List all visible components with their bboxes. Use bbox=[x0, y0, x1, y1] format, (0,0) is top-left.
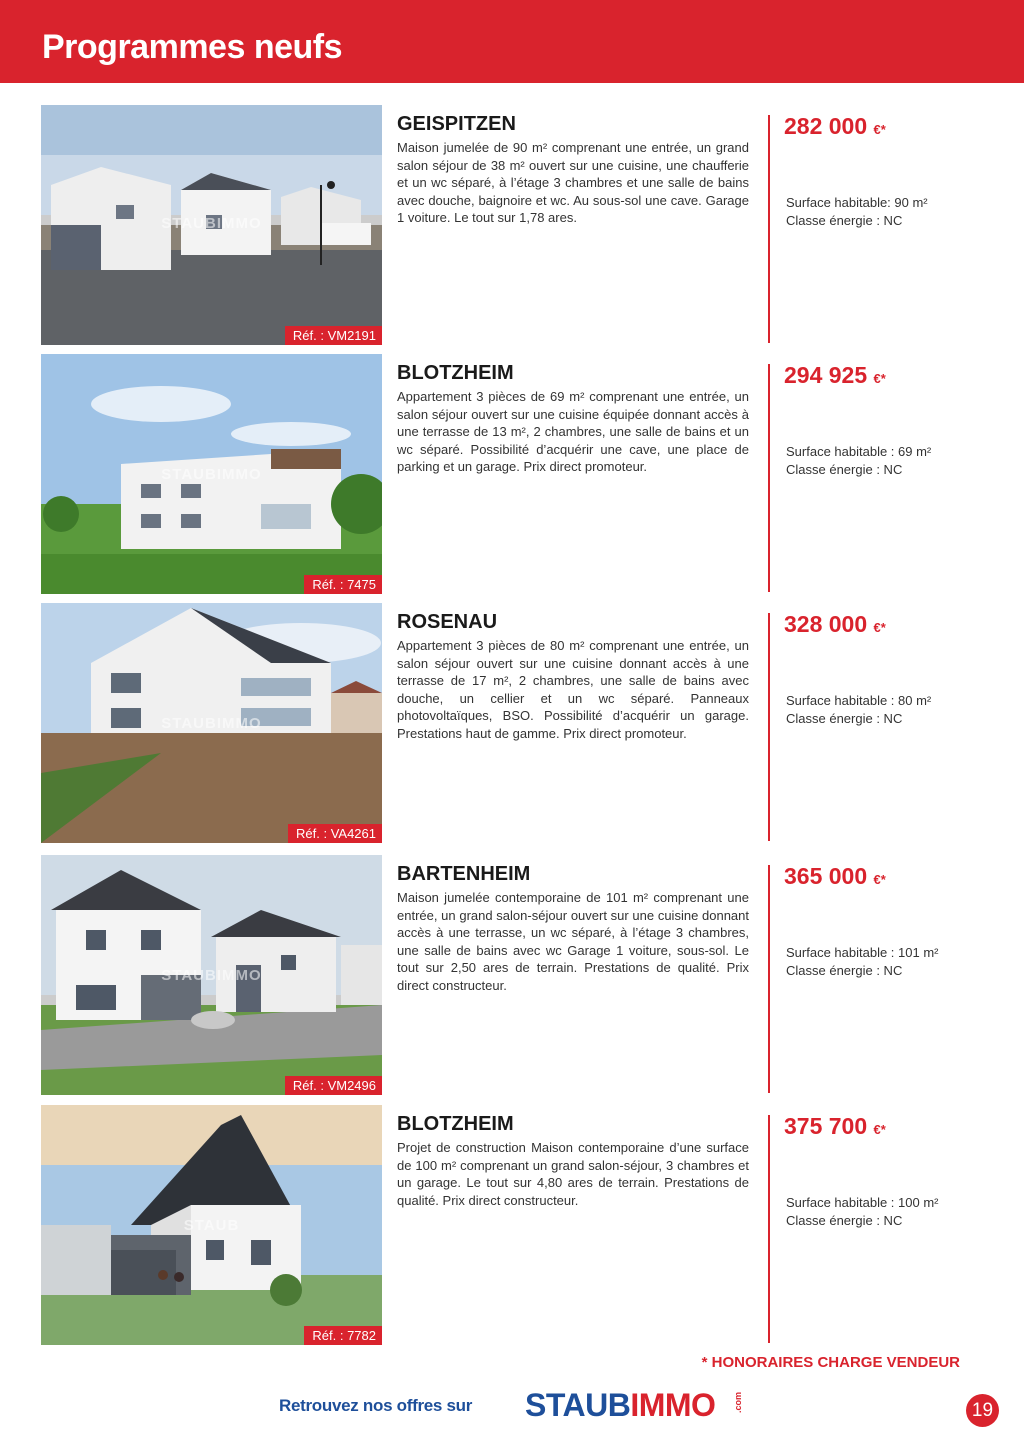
listing-photo[interactable] bbox=[41, 105, 382, 345]
listing-photo[interactable] bbox=[41, 855, 382, 1095]
listing-energy-class: Classe énergie : NC bbox=[786, 963, 903, 978]
listing-price bbox=[784, 1113, 886, 1140]
listing-city: BARTENHEIM bbox=[397, 863, 531, 885]
page-title: Programmes neufs bbox=[42, 28, 342, 66]
fee-disclaimer: * HONORAIRES CHARGE VENDEUR bbox=[701, 1354, 960, 1371]
listing-energy-class: Classe énergie : NC bbox=[786, 213, 903, 228]
price-currency: €* bbox=[873, 620, 886, 635]
photo-watermark: STAUBIMMO bbox=[161, 967, 262, 984]
listing-description: Maison jumelée de 90 m² comprenant une entrée, un grand salon séjour de 38 m² ouvert sur une cuisine, une chaufferie et un wc séparé, à l’étage 3 chambres et une salle de bains avec douche, baignoire et wc. Au sous-sol une cave. Garage 1 voiture. Le tout sur 1,78 ares. bbox=[397, 140, 749, 226]
listing-blotzheim-1[interactable] bbox=[0, 354, 1024, 594]
listing-price bbox=[784, 113, 886, 140]
divider bbox=[768, 865, 770, 1093]
reference-badge: Réf. : 7475 bbox=[304, 575, 382, 594]
listing-energy-class: Classe énergie : NC bbox=[786, 1213, 903, 1228]
photo-watermark: STAUBIMMO bbox=[161, 466, 262, 483]
listing-price bbox=[784, 611, 886, 638]
photo-watermark: STAUB bbox=[183, 1217, 240, 1234]
listing-description: Appartement 3 pièces de 80 m² comprenant une entrée, un salon séjour ouvert sur une cuisine donnant accès à une terrasse de 17 m², 2 chambres, une salle de bains avec douche, un cellier et un wc séparé. Panneaux photovoltaïques, BSO. Possibilité d’acquérir un garage. Prestations haut de gamme. Prix direct promoteur. bbox=[397, 638, 749, 741]
listing-energy-class: Classe énergie : NC bbox=[786, 711, 903, 726]
price-currency: €* bbox=[873, 371, 886, 386]
page-header bbox=[0, 0, 1024, 83]
logo-part-immo: IMMO bbox=[630, 1387, 716, 1423]
reference-badge: Réf. : VM2496 bbox=[285, 1076, 382, 1095]
listing-city: GEISPITZEN bbox=[397, 113, 516, 135]
listing-surface: Surface habitable : 101 m² bbox=[786, 945, 939, 960]
price-value: 328 000 bbox=[784, 611, 868, 637]
page-number: 19 bbox=[966, 1394, 999, 1427]
listing-surface: Surface habitable: 90 m² bbox=[786, 195, 928, 210]
price-value: 282 000 bbox=[784, 113, 868, 139]
listing-city: BLOTZHEIM bbox=[397, 1113, 514, 1135]
listing-bartenheim[interactable] bbox=[0, 855, 1024, 1095]
listing-description: Projet de construction Maison contemporaine d’une surface de 100 m² comprenant un grand salon-séjour, 3 chambres et un garage. Le tout sur 4,80 ares de terrain. Prestations de qualité. Prix direct constructeur. bbox=[397, 1140, 749, 1208]
listing-blotzheim-2[interactable] bbox=[0, 1105, 1024, 1345]
price-currency: €* bbox=[873, 1122, 886, 1137]
divider bbox=[768, 1115, 770, 1343]
reference-badge: Réf. : VM2191 bbox=[285, 326, 382, 345]
listing-description: Maison jumelée contemporaine de 101 m² comprenant une entrée, un grand salon-séjour ouvert sur une cuisine donnant accès à une terrasse, un wc séparé, à l’étage 3 chambres, une salle de bains avec wc Garage 1 voiture, sous-sol. Le tout sur 2,50 ares de terrain. Prestations de qualité. Prix direct constructeur. bbox=[397, 890, 749, 993]
photo-watermark: STAUBIMMO bbox=[161, 715, 262, 732]
logo-dotcom: .com bbox=[733, 1392, 743, 1414]
listing-geispitzen[interactable] bbox=[0, 105, 1024, 345]
divider bbox=[768, 115, 770, 343]
listing-surface: Surface habitable : 69 m² bbox=[786, 444, 932, 459]
listing-rosenau[interactable] bbox=[0, 603, 1024, 843]
listing-surface: Surface habitable : 80 m² bbox=[786, 693, 932, 708]
listing-price bbox=[784, 362, 886, 389]
divider bbox=[768, 364, 770, 592]
price-value: 365 000 bbox=[784, 863, 868, 889]
price-value: 294 925 bbox=[784, 362, 868, 388]
footer-tagline: Retrouvez nos offres sur bbox=[279, 1396, 473, 1415]
listing-energy-class: Classe énergie : NC bbox=[786, 462, 903, 477]
divider bbox=[768, 613, 770, 841]
listing-photo[interactable] bbox=[41, 603, 382, 843]
listing-photo[interactable] bbox=[41, 1105, 382, 1345]
staubimmo-logo[interactable] bbox=[525, 1387, 715, 1424]
logo-part-staub: STAUB bbox=[525, 1387, 631, 1423]
price-value: 375 700 bbox=[784, 1113, 868, 1139]
listing-price bbox=[784, 863, 886, 890]
listing-city: ROSENAU bbox=[397, 611, 498, 633]
listing-surface: Surface habitable : 100 m² bbox=[786, 1195, 939, 1210]
listing-photo[interactable] bbox=[41, 354, 382, 594]
listing-city: BLOTZHEIM bbox=[397, 362, 514, 384]
photo-watermark: STAUBIMMO bbox=[161, 215, 262, 232]
price-currency: €* bbox=[873, 122, 886, 137]
listing-description: Appartement 3 pièces de 69 m² comprenant une entrée, un salon séjour ouvert sur une cuisine équipée donnant accès à une terrasse de 13 m², 2 chambres, une salle de bains et un wc séparé. Possibilité d’acquérir une cave, une place de parking et un garage. Prix direct promoteur. bbox=[397, 389, 749, 475]
reference-badge: Réf. : 7782 bbox=[304, 1326, 382, 1345]
reference-badge: Réf. : VA4261 bbox=[288, 824, 382, 843]
price-currency: €* bbox=[873, 872, 886, 887]
